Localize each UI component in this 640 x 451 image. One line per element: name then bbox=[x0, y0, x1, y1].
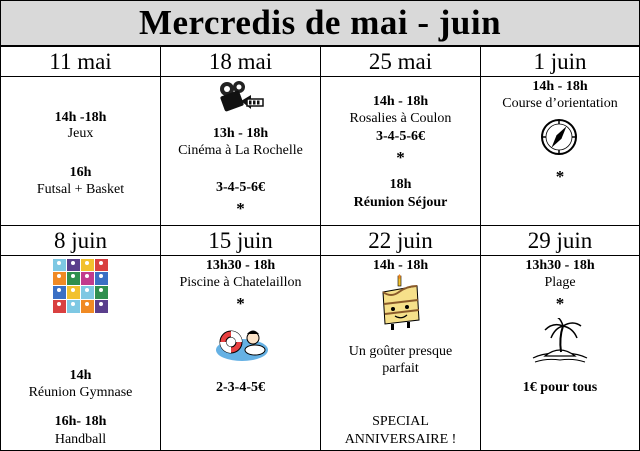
day-cell-11-mai bbox=[1, 77, 161, 226]
date-label: 8 juin bbox=[53, 227, 108, 253]
activity-text: Jeux bbox=[67, 126, 94, 141]
star-mark: * bbox=[396, 148, 405, 167]
star-mark: * bbox=[236, 294, 245, 313]
date-header-22-juin bbox=[321, 226, 481, 256]
activity-text: Réunion Séjour bbox=[353, 195, 448, 210]
time-text: 14h - 18h bbox=[532, 79, 588, 94]
compass-icon bbox=[539, 117, 579, 157]
date-label: 1 juin bbox=[533, 48, 587, 74]
activity-text: Rosalies à Coulon bbox=[349, 111, 452, 126]
film-camera-icon bbox=[217, 79, 265, 115]
day-cell-8-juin bbox=[1, 256, 161, 450]
date-label: 29 juin bbox=[527, 227, 593, 253]
price-text: 3-4-5-6€ bbox=[376, 129, 425, 144]
sports-grid-icon bbox=[52, 258, 110, 314]
date-header-18-mai bbox=[161, 47, 321, 77]
activity-text: Futsal + Basket bbox=[36, 182, 125, 197]
special-text: SPECIAL bbox=[372, 414, 429, 429]
date-label: 15 juin bbox=[208, 227, 273, 253]
star-mark: * bbox=[555, 167, 565, 186]
date-header-25-mai bbox=[321, 47, 481, 77]
time-text: 16h bbox=[69, 165, 92, 180]
activity-text: Un goûter presque bbox=[348, 344, 453, 359]
time-text: 13h - 18h bbox=[212, 126, 269, 141]
activity-text: Réunion Gymnase bbox=[28, 385, 133, 400]
date-label: 25 mai bbox=[368, 48, 433, 74]
day-cell-18-mai bbox=[161, 77, 321, 226]
date-header-8-juin bbox=[1, 226, 161, 256]
day-cell-22-juin bbox=[321, 256, 481, 450]
date-label: 18 mai bbox=[208, 48, 273, 74]
date-header-1-juin bbox=[481, 47, 639, 77]
special-text: ANNIVERSAIRE ! bbox=[344, 432, 457, 447]
time-text: 14h bbox=[69, 368, 92, 383]
time-text: 13h30 - 18h bbox=[525, 258, 595, 273]
day-cell-29-juin bbox=[481, 256, 639, 450]
price-text: 1€ pour tous bbox=[522, 380, 598, 395]
date-label: 11 mai bbox=[49, 48, 112, 74]
activity-text: Piscine à Chatelaillon bbox=[179, 275, 302, 290]
palm-island-icon bbox=[531, 318, 589, 366]
activity-text: Course d’orientation bbox=[502, 96, 618, 111]
day-cell-25-mai bbox=[321, 77, 481, 226]
swim-ring-icon bbox=[213, 324, 271, 364]
date-label: 22 juin bbox=[368, 227, 433, 253]
activity-text: Handball bbox=[54, 432, 107, 447]
title-banner bbox=[0, 0, 640, 46]
birthday-cake-icon bbox=[379, 274, 423, 330]
time-text: 13h30 - 18h bbox=[205, 258, 276, 273]
time-text: 14h -18h bbox=[54, 110, 107, 125]
activity-text: Cinéma à La Rochelle bbox=[178, 143, 303, 158]
date-header-15-juin bbox=[161, 226, 321, 256]
time-text: 18h bbox=[389, 177, 412, 192]
price-text: 2-3-4-5€ bbox=[216, 380, 265, 395]
time-text: 14h - 18h bbox=[372, 258, 429, 273]
date-header-11-mai bbox=[1, 47, 161, 77]
schedule-grid bbox=[0, 46, 640, 451]
day-cell-15-juin bbox=[161, 256, 321, 450]
day-cell-1-juin bbox=[481, 77, 639, 226]
date-header-29-juin bbox=[481, 226, 639, 256]
page-title: Mercredis de mai - juin bbox=[138, 3, 502, 42]
time-text: 14h - 18h bbox=[372, 94, 429, 109]
price-text: 3-4-5-6€ bbox=[216, 180, 265, 195]
activity-text: Plage bbox=[544, 275, 576, 290]
activity-text: parfait bbox=[382, 361, 419, 376]
star-mark: * bbox=[555, 294, 565, 313]
time-text: 16h- 18h bbox=[54, 414, 107, 429]
star-mark: * bbox=[236, 199, 245, 218]
